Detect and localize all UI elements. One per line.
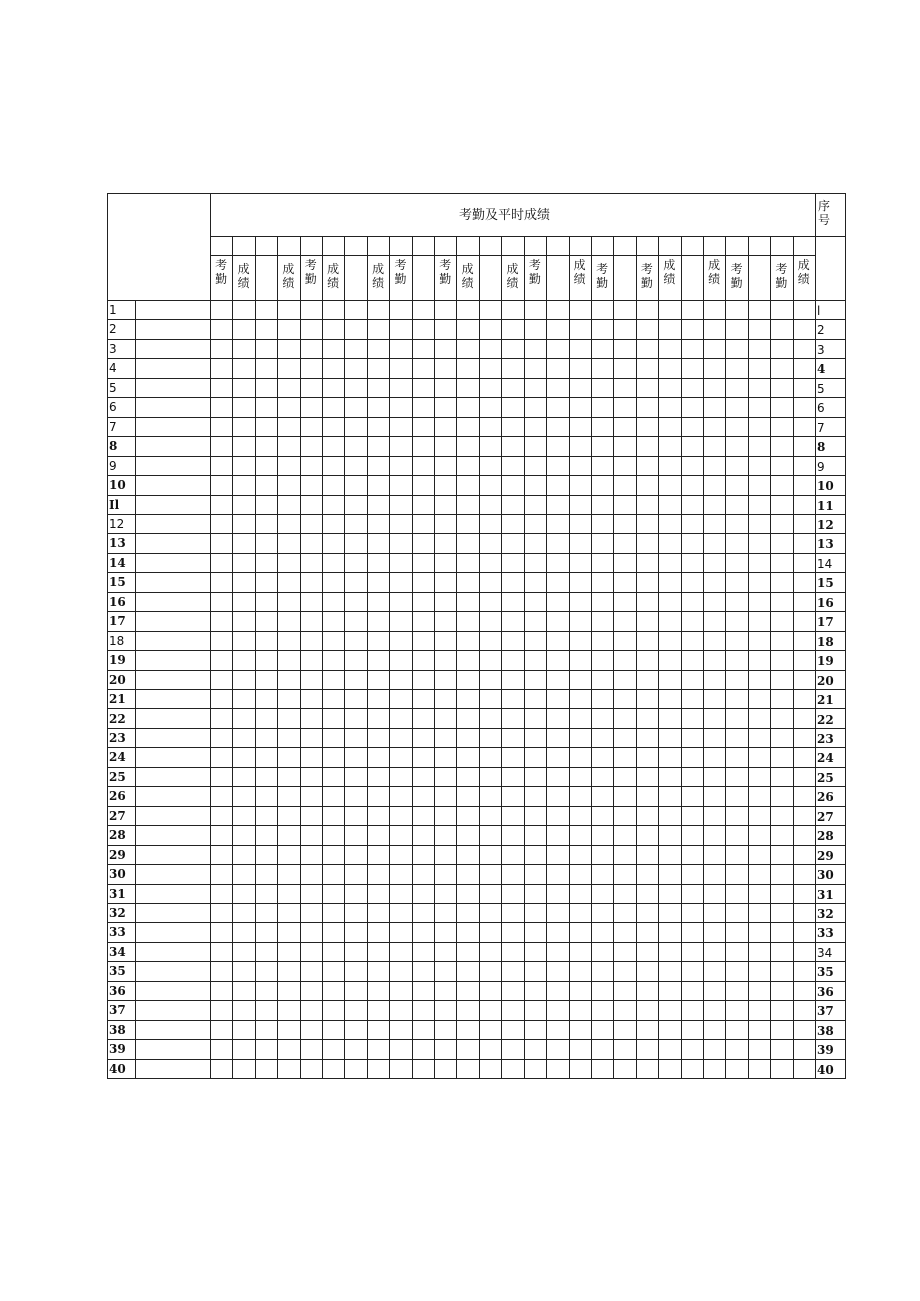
column-label: 考勤 <box>528 258 541 286</box>
row-number-right: 35 <box>817 965 834 980</box>
row-number-right: 19 <box>817 654 834 669</box>
row-number-left: 15 <box>109 575 126 590</box>
row-number-right: 37 <box>817 1004 834 1019</box>
row-number-right: 31 <box>817 887 834 902</box>
row-line <box>107 708 846 709</box>
row-number-left: 39 <box>109 1042 126 1057</box>
column-label: 考勤 <box>640 262 653 290</box>
row-line <box>107 611 846 612</box>
header-title: 考勤及平时成绩 <box>459 208 551 223</box>
row-line <box>107 319 846 320</box>
column-line <box>389 236 390 1079</box>
row-number-right: 17 <box>817 615 834 630</box>
row-number-left: 32 <box>109 905 126 920</box>
row-number-left: 19 <box>109 653 126 668</box>
row-number-right: 14 <box>817 556 833 571</box>
row-line <box>107 961 846 962</box>
row-number-left: 25 <box>109 769 126 784</box>
row-number-left: 29 <box>109 847 126 862</box>
serial-number-header-text: 序号 <box>817 199 830 227</box>
row-number-right: 38 <box>817 1023 834 1038</box>
row-line <box>107 806 846 807</box>
row-number-left: 38 <box>109 1022 126 1037</box>
row-line <box>107 864 846 865</box>
column-label: 考勤 <box>730 262 743 290</box>
row-line <box>107 689 846 690</box>
row-number-right: 28 <box>817 829 834 844</box>
row-line <box>107 922 846 923</box>
row-number-left: 16 <box>109 594 126 609</box>
column-label: 考勤 <box>596 262 609 290</box>
row-number-left: 21 <box>109 692 126 706</box>
column-line <box>725 236 726 1079</box>
row-number-right: 13 <box>817 537 834 552</box>
row-number-left: 20 <box>109 672 126 687</box>
column-label: 成绩 <box>573 258 586 286</box>
row-number-right: 12 <box>817 518 834 532</box>
column-line <box>456 236 457 1079</box>
column-label: 考勤 <box>439 258 452 286</box>
row-number-left: 23 <box>109 730 126 745</box>
column-line <box>501 236 502 1079</box>
row-number-left: 36 <box>109 983 126 998</box>
row-line <box>107 436 846 437</box>
row-line <box>107 553 846 554</box>
column-line <box>232 236 233 1079</box>
row-line <box>107 1000 846 1001</box>
row-line <box>107 631 846 632</box>
column-label: 考勤 <box>775 262 788 290</box>
column-line <box>569 236 570 1079</box>
serial-column-divider <box>815 193 816 1079</box>
table-border-top <box>107 193 846 194</box>
column-line <box>412 236 413 1079</box>
row-line <box>107 417 846 418</box>
row-number-left: 40 <box>109 1061 126 1076</box>
header-divider-1 <box>210 236 846 237</box>
column-line <box>322 236 323 1079</box>
column-label: 成绩 <box>708 258 721 286</box>
row-line <box>107 592 846 593</box>
row-line <box>107 533 846 534</box>
column-label: 成绩 <box>461 262 474 290</box>
column-line <box>703 236 704 1079</box>
row-number-right: 4 <box>817 362 826 377</box>
row-line <box>107 650 846 651</box>
row-number-left: 27 <box>109 808 126 823</box>
row-line <box>107 942 846 943</box>
row-line <box>107 397 846 398</box>
row-number-right: 5 <box>817 381 825 396</box>
row-number-left: 37 <box>109 1003 126 1018</box>
row-number-left: 2 <box>109 322 117 337</box>
row-number-left: Il <box>109 497 120 512</box>
row-number-right: 10 <box>817 479 834 493</box>
row-number-left: 22 <box>109 711 126 726</box>
column-line <box>770 236 771 1079</box>
row-line <box>107 1039 846 1040</box>
table-border-right <box>845 193 846 1079</box>
row-number-right: 29 <box>817 848 834 863</box>
row-line <box>107 339 846 340</box>
row-number-left: 35 <box>109 964 126 979</box>
row-line <box>107 1059 846 1060</box>
row-number-left: 31 <box>109 886 126 901</box>
column-line <box>636 236 637 1079</box>
row-number-right: 23 <box>817 731 834 746</box>
column-line <box>255 236 256 1079</box>
column-label: 考勤 <box>394 258 407 286</box>
row-number-left: 8 <box>109 439 118 454</box>
row-line <box>107 728 846 729</box>
row-number-left: 30 <box>109 867 126 881</box>
row-line <box>107 786 846 787</box>
column-label: 考勤 <box>304 258 317 286</box>
row-number-right: 3 <box>817 342 825 357</box>
row-number-right: 7 <box>817 420 825 435</box>
table-border-bottom <box>107 1078 846 1079</box>
column-line <box>479 236 480 1079</box>
column-line <box>344 236 345 1079</box>
row-line <box>107 845 846 846</box>
row-number-right: 9 <box>817 459 825 474</box>
row-line <box>107 514 846 515</box>
column-line <box>793 236 794 1079</box>
row-number-right: l <box>817 304 821 318</box>
row-number-right: 24 <box>817 751 834 766</box>
column-line <box>658 236 659 1079</box>
row-number-right: 18 <box>817 634 834 649</box>
row-number-right: 34 <box>817 945 833 960</box>
column-line <box>300 236 301 1079</box>
row-number-left: 34 <box>109 944 126 959</box>
row-number-left: 7 <box>109 419 117 434</box>
column-label: 成绩 <box>663 258 676 286</box>
row-line <box>107 670 846 671</box>
column-line <box>434 236 435 1079</box>
row-line <box>107 747 846 748</box>
column-line <box>681 236 682 1079</box>
column-line <box>613 236 614 1079</box>
row-number-right: 27 <box>817 809 834 824</box>
row-number-left: 14 <box>109 555 126 570</box>
row-number-right: 16 <box>817 595 834 610</box>
row-line <box>107 903 846 904</box>
row-line <box>107 572 846 573</box>
row-number-right: 21 <box>817 693 834 707</box>
column-line <box>277 236 278 1079</box>
row-number-left: 10 <box>109 478 126 492</box>
row-number-right: 39 <box>817 1043 834 1058</box>
column-line <box>367 236 368 1079</box>
row-number-left: 4 <box>109 361 117 376</box>
column-line <box>748 236 749 1079</box>
row-number-left: 13 <box>109 536 126 551</box>
row-number-left: 12 <box>109 517 125 531</box>
column-label: 成绩 <box>506 262 519 290</box>
row-number-left: 28 <box>109 828 126 843</box>
row-number-right: 22 <box>817 712 834 727</box>
column-label: 成绩 <box>797 258 810 286</box>
row-line <box>107 1020 846 1021</box>
row-line <box>107 495 846 496</box>
row-number-left: 17 <box>109 614 126 629</box>
row-number-right: 32 <box>817 906 834 921</box>
row-number-right: 26 <box>817 790 834 805</box>
row-number-left: 5 <box>109 380 117 395</box>
column-label: 考勤 <box>215 258 228 286</box>
row-number-left: 24 <box>109 750 126 765</box>
row-number-right: 15 <box>817 576 834 591</box>
row-number-left: 26 <box>109 789 126 804</box>
column-label: 成绩 <box>372 262 385 290</box>
column-line <box>524 236 525 1079</box>
row-line <box>107 825 846 826</box>
row-number-right: 8 <box>817 440 826 455</box>
row-line <box>107 378 846 379</box>
row-line <box>107 884 846 885</box>
row-number-right: 6 <box>817 401 825 416</box>
row-number-left: 9 <box>109 458 117 473</box>
column-label: 成绩 <box>282 262 295 290</box>
row-number-right: 40 <box>817 1062 834 1077</box>
header-bottom-line <box>107 300 846 301</box>
row-line <box>107 981 846 982</box>
row-line <box>107 456 846 457</box>
row-number-left: 33 <box>109 925 126 940</box>
row-number-left: 18 <box>109 633 125 648</box>
table-border-left <box>107 193 108 1079</box>
row-line <box>107 767 846 768</box>
row-number-left: 3 <box>109 341 117 356</box>
row-number-left: 1 <box>109 303 117 317</box>
row-line <box>107 475 846 476</box>
row-number-right: 25 <box>817 770 834 785</box>
row-number-right: 11 <box>817 498 834 513</box>
row-number-right: 36 <box>817 984 834 999</box>
column-label: 成绩 <box>237 262 250 290</box>
row-number-right: 33 <box>817 926 834 941</box>
column-label: 成绩 <box>327 262 340 290</box>
row-number-right: 2 <box>817 323 825 338</box>
serial-number-header <box>817 199 831 227</box>
row-number-right: 30 <box>817 868 834 882</box>
column-line <box>546 236 547 1079</box>
row-number-left: 6 <box>109 400 117 415</box>
row-number-right: 20 <box>817 673 834 688</box>
row-line <box>107 358 846 359</box>
column-line <box>591 236 592 1079</box>
name-column-divider <box>210 193 211 1079</box>
